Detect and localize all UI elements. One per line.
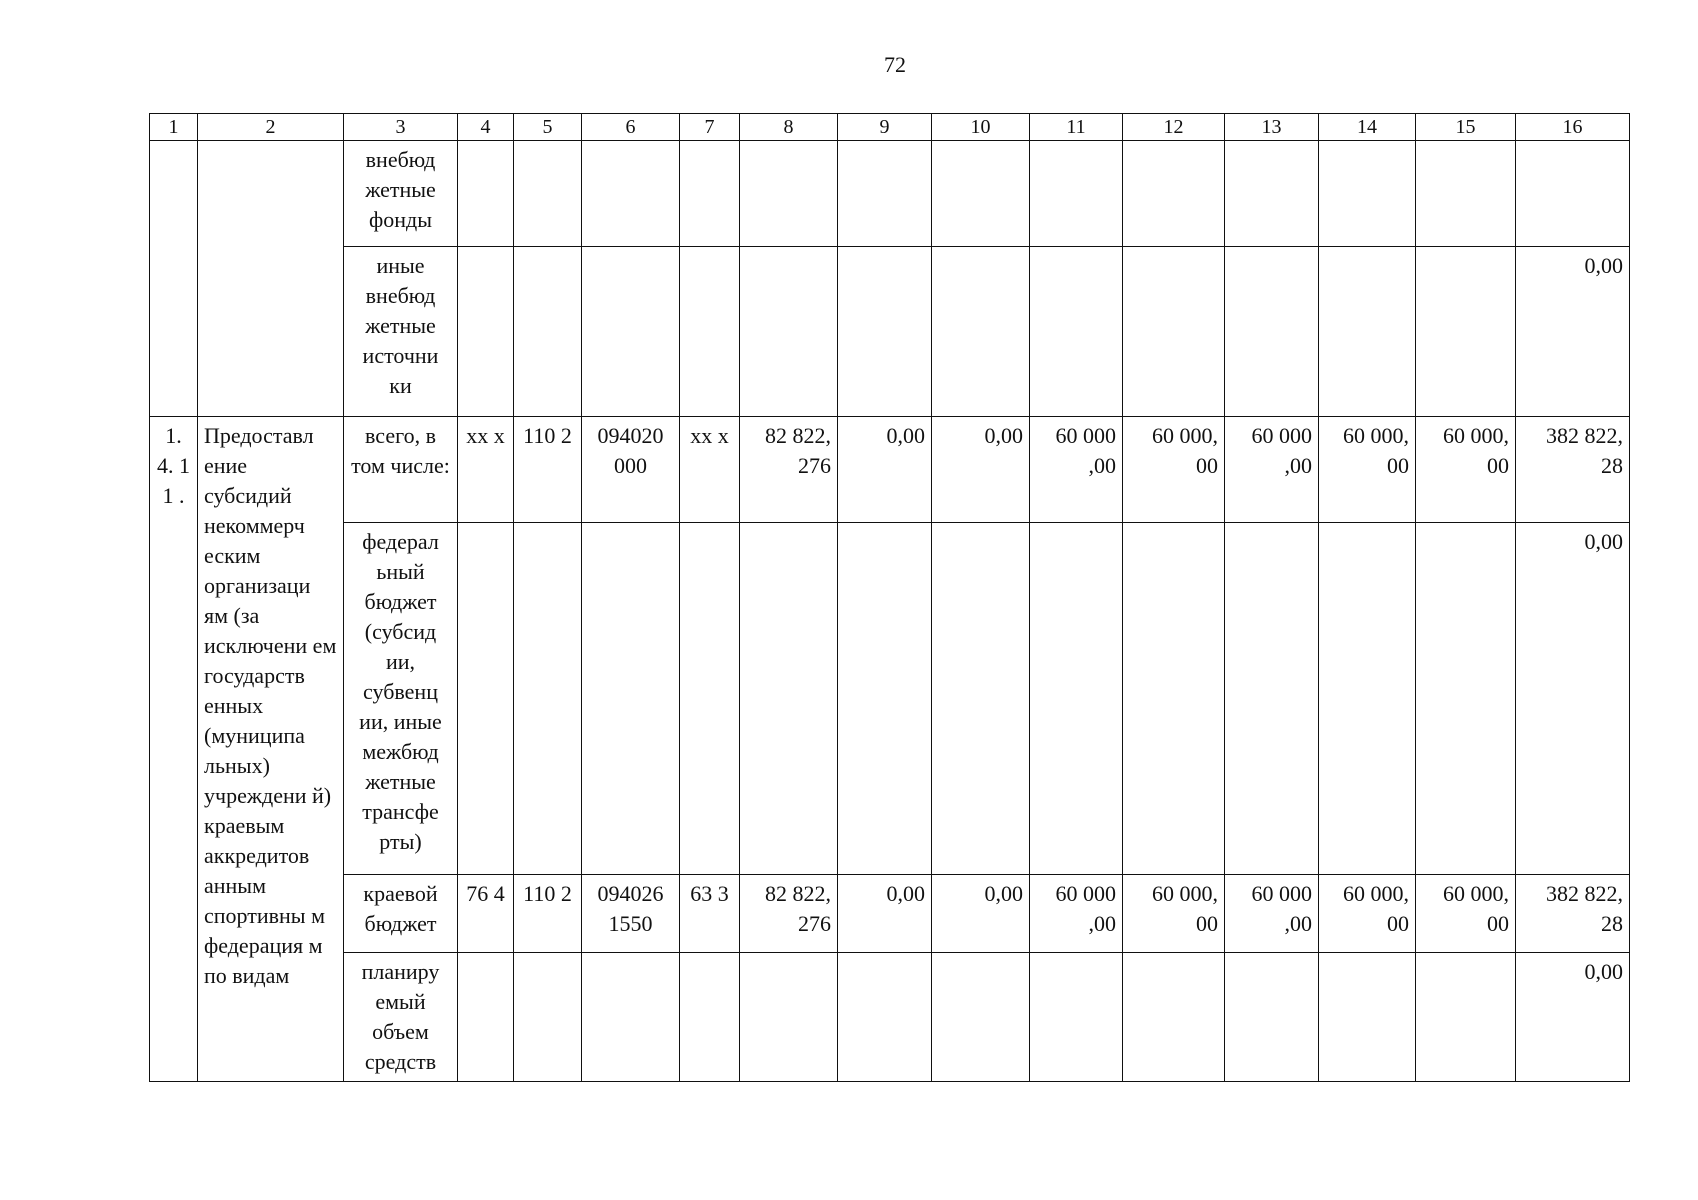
value-cell: xx x (680, 417, 740, 523)
value-cell (740, 523, 838, 875)
column-header: 15 (1416, 114, 1516, 141)
value-cell (1225, 141, 1319, 247)
source-cell: федерал ьный бюджет (субсид ии, субвенц ии, иные межбюд жетные трансфе рты) (344, 523, 458, 875)
value-cell: 60 000, 00 (1319, 875, 1416, 953)
column-header: 8 (740, 114, 838, 141)
value-cell (1123, 247, 1225, 417)
value-cell (680, 247, 740, 417)
value-cell: 110 2 (514, 417, 582, 523)
page-number: 72 (884, 52, 906, 77)
value-cell (680, 953, 740, 1082)
continued-name-cell (198, 141, 344, 417)
value-cell (932, 953, 1030, 1082)
column-header: 3 (344, 114, 458, 141)
total-cell: 382 822, 28 (1516, 875, 1630, 953)
value-cell (1225, 953, 1319, 1082)
column-header: 9 (838, 114, 932, 141)
value-cell: 0,00 (838, 875, 932, 953)
value-cell (740, 953, 838, 1082)
column-header: 2 (198, 114, 344, 141)
value-cell (458, 141, 514, 247)
total-cell: 0,00 (1516, 953, 1630, 1082)
value-cell: 60 000, 00 (1123, 875, 1225, 953)
source-cell: внебюд жетные фонды (344, 141, 458, 247)
table-row-item-total (150, 417, 1630, 523)
total-cell: 0,00 (1516, 523, 1630, 875)
value-cell (1123, 953, 1225, 1082)
value-cell: 60 000, 00 (1319, 417, 1416, 523)
value-cell (932, 523, 1030, 875)
column-header: 7 (680, 114, 740, 141)
value-cell (1416, 953, 1516, 1082)
table-row-planned-amount (150, 953, 1630, 1082)
value-cell: 60 000, 00 (1416, 417, 1516, 523)
value-cell (838, 523, 932, 875)
value-cell (582, 141, 680, 247)
value-cell (1319, 247, 1416, 417)
total-cell: 382 822, 28 (1516, 417, 1630, 523)
value-cell (1030, 953, 1123, 1082)
value-cell (1030, 247, 1123, 417)
value-cell: 60 000 ,00 (1225, 417, 1319, 523)
value-cell: 60 000 ,00 (1225, 875, 1319, 953)
value-cell (740, 141, 838, 247)
column-header: 1 (150, 114, 198, 141)
table-row-regional-budget (150, 875, 1630, 953)
value-cell: 0,00 (932, 875, 1030, 953)
column-header: 12 (1123, 114, 1225, 141)
source-cell: планиру емый объем средств (344, 953, 458, 1082)
column-header: 13 (1225, 114, 1319, 141)
budget-table (149, 113, 1630, 1082)
value-cell (932, 247, 1030, 417)
value-cell (740, 247, 838, 417)
column-header: 10 (932, 114, 1030, 141)
value-cell (1123, 523, 1225, 875)
value-cell (514, 247, 582, 417)
value-cell: 60 000, 00 (1416, 875, 1516, 953)
source-cell: краевой бюджет (344, 875, 458, 953)
value-cell (932, 141, 1030, 247)
value-cell (514, 953, 582, 1082)
value-cell (680, 523, 740, 875)
value-cell (458, 523, 514, 875)
value-cell: 76 4 (458, 875, 514, 953)
column-header: 14 (1319, 114, 1416, 141)
value-cell (582, 523, 680, 875)
value-cell (1319, 953, 1416, 1082)
value-cell (582, 247, 680, 417)
value-cell (458, 247, 514, 417)
value-cell: xx x (458, 417, 514, 523)
value-cell (1225, 247, 1319, 417)
value-cell: 60 000 ,00 (1030, 417, 1123, 523)
column-header: 5 (514, 114, 582, 141)
value-cell (458, 953, 514, 1082)
value-cell (1319, 141, 1416, 247)
column-header: 16 (1516, 114, 1630, 141)
value-cell (514, 523, 582, 875)
item-name-cell: Предоставл ение субсидий некоммерч еским организаци ям (за исключени ем государств енных (муниципа льных) учреждени й) краевым аккредитов анным спортивны м федерация м по видам (198, 417, 344, 1082)
table-row-federal-budget (150, 523, 1630, 875)
value-cell: 63 3 (680, 875, 740, 953)
column-number-row (150, 114, 1630, 141)
value-cell (1123, 141, 1225, 247)
value-cell: 82 822, 276 (740, 417, 838, 523)
source-cell: всего, в том числе: (344, 417, 458, 523)
value-cell (1416, 141, 1516, 247)
value-cell (838, 953, 932, 1082)
source-cell: иные внебюд жетные источни ки (344, 247, 458, 417)
value-cell (838, 141, 932, 247)
value-cell: 0,00 (932, 417, 1030, 523)
value-cell (1030, 523, 1123, 875)
column-header: 4 (458, 114, 514, 141)
column-header: 6 (582, 114, 680, 141)
value-cell (1416, 523, 1516, 875)
value-cell: 110 2 (514, 875, 582, 953)
value-cell: 60 000 ,00 (1030, 875, 1123, 953)
value-cell: 60 000, 00 (1123, 417, 1225, 523)
value-cell (582, 953, 680, 1082)
column-header: 11 (1030, 114, 1123, 141)
value-cell (1416, 247, 1516, 417)
value-cell: 094026 1550 (582, 875, 680, 953)
item-number-cell: 1. 4. 11 . (150, 417, 198, 1082)
value-cell: 82 822, 276 (740, 875, 838, 953)
continued-number-cell (150, 141, 198, 417)
value-cell (514, 141, 582, 247)
table-row-extrabudget-funds (150, 141, 1630, 247)
value-cell (680, 141, 740, 247)
value-cell (838, 247, 932, 417)
value-cell: 094020 000 (582, 417, 680, 523)
value-cell (1030, 141, 1123, 247)
value-cell (1225, 523, 1319, 875)
table-row-other-extrabudget (150, 247, 1630, 417)
value-cell (1516, 141, 1630, 247)
value-cell: 0,00 (838, 417, 932, 523)
total-cell: 0,00 (1516, 247, 1630, 417)
value-cell (1319, 523, 1416, 875)
